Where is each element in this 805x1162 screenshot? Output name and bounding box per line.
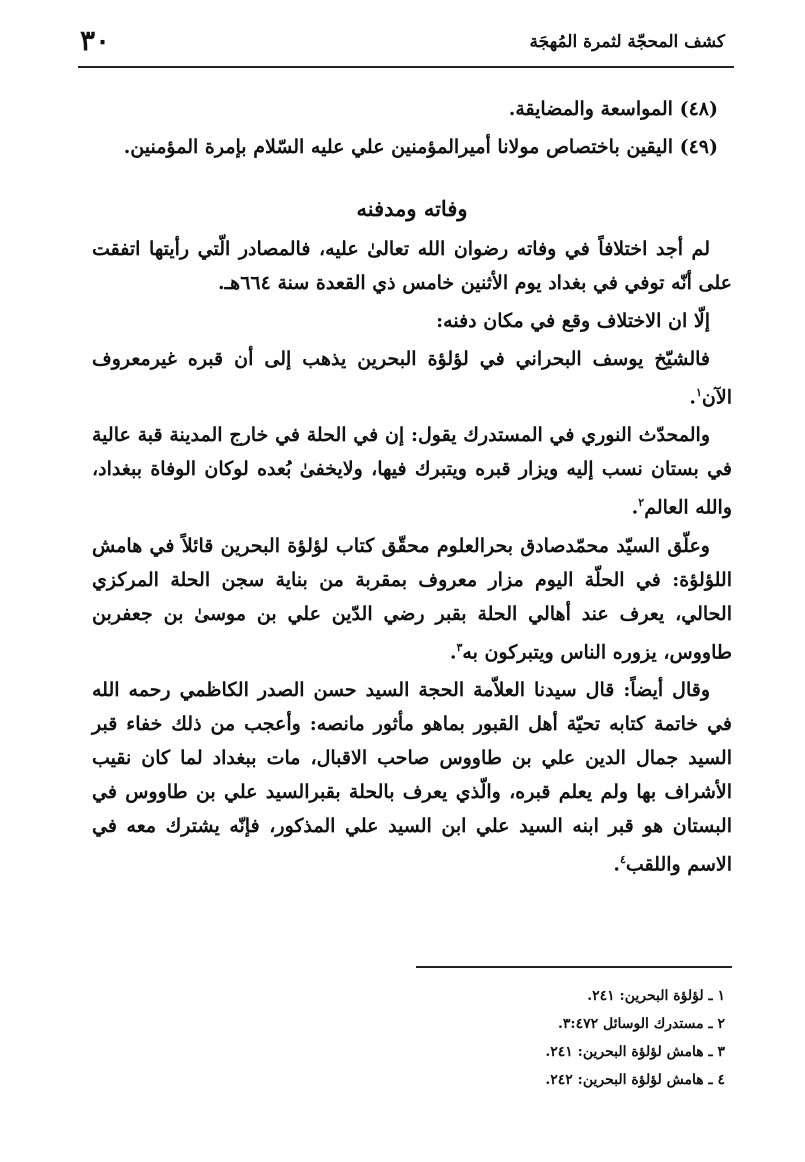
list-item: (٤٨) المواسعة والمضايقة. [508,98,718,120]
paragraph: فالشيّخ يوسف البحراني في لؤلؤة البحرين يذهب إلى أن قبره غيرمعروف الآن$^١$. [92,348,732,409]
footnote: ٢ ـ مستدرك الوسائل ٣:٤٧٢. [558,1016,725,1032]
header-divider [78,66,734,68]
list-item: (٤٩) اليقين باختصاص مولانا أميرالمؤمنين علي عليه السّلام بإمرة المؤمنين. [123,136,718,158]
paragraph-text: والمحدّث النوري في المستدرك يقول: إن في الحلة في خارج المدينة قبة عالية في بستان نسب إليه ويزار قبره ويتبرك فيها، ولايخفىٰ بُعده لوكان الوفاة ببغداد، والله العالم [92,424,732,519]
footnote-ref[interactable]: ٢ [638,496,645,510]
footnote: ٤ ـ هامش لؤلؤة البحرين: ٢٤٢. [545,1072,725,1088]
paragraph [92,232,732,300]
paragraph: والمحدّث النوري في المستدرك يقول: إن في الحلة في خارج المدينة قبة عالية في بستان نسب إليه ويزار قبره ويتبرك فيها، ولايخفىٰ بُعده لوكان الوفاة ببغداد، والله العالم$^٢$. [92,424,732,519]
footnotes [405,982,725,1094]
paragraph [92,304,732,338]
paragraph-text: فالشيّخ يوسف البحراني في لؤلؤة البحرين يذهب إلى أن قبره غيرمعروف الآن [92,348,732,409]
paragraph-text: لم أجد اختلافاً في وفاته رضوان الله تعالىٰ عليه، فالمصادر الّتي رأيتها اتفقت على أنّه توفي في بغداد يوم الأثنين خامس ذي القعدة سنة ٦٦٤هـ. [92,238,732,294]
paragraph-text: وقال أيضاً: قال سيدنا العلاّمة الحجة السيد حسن الصدر الكاظمي رحمه الله في خاتمة كتابه تحيّة أهل القبور بماهو مأثور مانصه: وأعجب من ذلك خفاء قبر السيد جمال الدين علي بن طاووس صاحب الاقبال، مات ببغداد لما كان نقيب الأشراف بها ولم يعلم قبره، والّذي يعرف بالحلة بقبرالسيد علي بن طاووس في البستان هو قبر ابنه السيد علي ابن السيد علي المذكور، فإنّه يشترك معه في الاسم واللقب [92,678,732,876]
paragraph: وقال أيضاً: قال سيدنا العلاّمة الحجة السيد حسن الصدر الكاظمي رحمه الله في خاتمة كتابه تحيّة أهل القبور بماهو مأثور مانصه: وأعجب من ذلك خفاء قبر السيد جمال الدين علي بن طاووس صاحب الاقبال، مات ببغداد لما كان نقيب الأشراف بها ولم يعلم قبره، والّذي يعرف بالحلة بقبرالسيد علي بن طاووس في البستان هو قبر ابنه السيد علي ابن السيد علي المذكور، فإنّه يشترك معه في الاسم واللقب$^٤$. [92,678,732,876]
footnote-divider [416,966,732,968]
page-number: ٣٠ [80,24,111,57]
paragraph-text: إلّا ان الاختلاف وقع في مكان دفنه: [436,310,710,332]
footnote-ref[interactable]: ١ [696,386,702,399]
footnote-ref[interactable]: ٤ [619,852,626,866]
book-title: كشف المحجّة لثمرة المُهجَة [529,32,725,52]
section-heading: وفاته ومدفنه [356,196,468,221]
page-body [92,92,732,885]
footnote: ١ ـ لؤلؤة البحرين: ٢٤١. [587,988,725,1004]
footnote: ٣ ـ هامش لؤلؤة البحرين: ٢٤١. [545,1044,725,1060]
paragraph: وعلّق السيّد محمّدصادق بحرالعلوم محقّق كتاب لؤلؤة البحرين قائلاً في هامش اللؤلؤة: في الحلّة اليوم مزار معروف بمقربة من بناية سجن الحلة المركزي الحالي، يعرف عند أهالي الحلة بقبر رضي الدّين علي بن موسىٰ بن جعفربن طاووس، يزوره الناس ويتبركون به$^٣$. [92,534,732,663]
paragraph-text: وعلّق السيّد محمّدصادق بحرالعلوم محقّق كتاب لؤلؤة البحرين قائلاً في هامش اللؤلؤة: في الحلّة اليوم مزار معروف بمقربة من بناية سجن الحلة المركزي الحالي، يعرف عند أهالي الحلة بقبر رضي الدّين علي بن موسىٰ بن جعفربن طاووس، يزوره الناس ويتبركون به [92,534,732,663]
running-header [78,24,725,64]
footnote-ref[interactable]: ٣ [456,640,463,654]
